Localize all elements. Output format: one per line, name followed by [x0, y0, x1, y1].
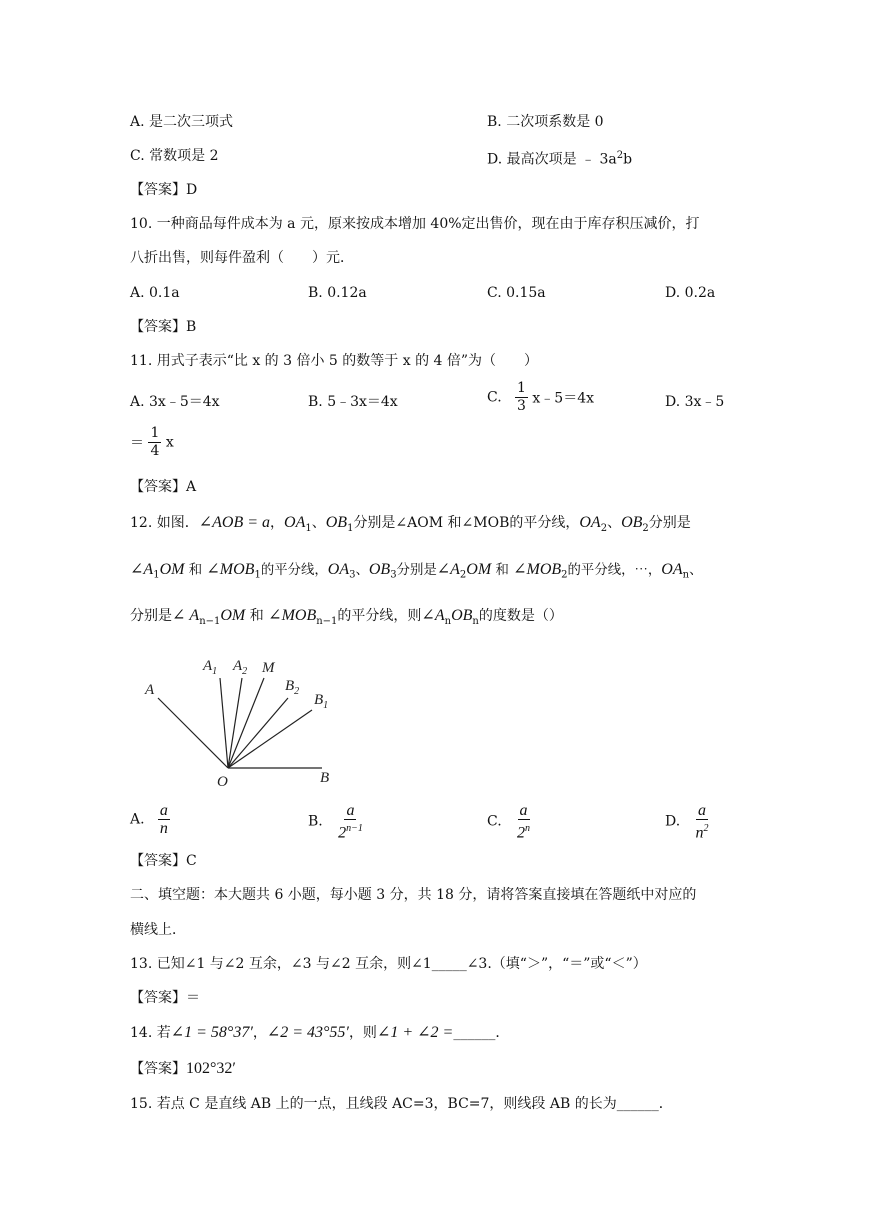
q10-stem-line1: 10. 一种商品每件成本为 a 元，原来按成本增加 40%定出售价，现在由于库存积压减价，打	[130, 216, 700, 232]
q10-option-b: B. 0.12a	[308, 285, 367, 301]
label-a1: $A_1$	[203, 658, 218, 677]
q9-option-d-suffix: b	[623, 151, 633, 168]
q11-stem: 11. 用式子表示“比 x 的 3 倍小 5 的数等于 x 的 4 倍”为（ ）	[130, 353, 539, 369]
q9-answer: 【答案】D	[130, 182, 198, 198]
q14-stem: 14. 若∠1 = 58°37′，∠2 = 43°55′，则∠1 + ∠2 =______．	[130, 1024, 510, 1041]
q13-answer: 【答案】＝	[130, 990, 200, 1006]
q11-option-c	[487, 380, 594, 415]
q11-answer: 【答案】A	[130, 479, 197, 495]
q11-option-d-fraction: $\frac{1}{4}$	[150, 425, 160, 459]
q12-option-d-fraction: $\frac{a}{n^2}$	[695, 802, 709, 842]
q11-option-d-continued: ＝ $\frac{1}{4}$ x	[130, 425, 174, 459]
label-a: A	[145, 682, 155, 698]
section2-heading-line2: 横线上．	[130, 922, 186, 938]
q9-option-d	[487, 146, 632, 170]
q11-option-a: A. 3x﹣5＝4x	[130, 394, 220, 410]
q12-option-b: B. $\frac{a}{2^{n-1}}$	[308, 802, 363, 842]
q12-angle-figure	[140, 650, 350, 790]
q12-stem-line1: 12. 如图．∠AOB = a，$OA_1$、$OB_1$分别是∠AOM 和∠MOB的平分线，$OA_2$、$OB_2$分别是	[130, 514, 691, 534]
q9-option-c: C. 常数项是 2	[130, 148, 219, 164]
ray-oa	[158, 698, 228, 768]
label-b1: $B_1$	[314, 692, 329, 711]
q12-option-b-fraction: $\frac{a}{2^{n-1}}$	[338, 802, 363, 842]
label-a2: $A_2$	[233, 658, 248, 677]
q11-option-c-rest: x﹣5＝4x	[532, 390, 595, 407]
q12-option-c: C. $\frac{a}{2^n}$	[487, 802, 531, 842]
q12-option-a: A. $\frac{a}{n}$	[130, 802, 168, 837]
q12-option-c-fraction: $\frac{a}{2^n}$	[517, 802, 531, 842]
q11-option-b: B. 5﹣3x＝4x	[308, 394, 398, 410]
q14-answer: 【答案】102°32′	[130, 1060, 236, 1077]
q10-stem-line2: 八折出售，则每件盈利（ ）元．	[130, 250, 354, 266]
q11-option-c-fraction: $\frac{1}{3}$	[517, 380, 526, 414]
q10-option-c: C. 0.15a	[487, 285, 546, 301]
q15-stem: 15. 若点 C 是直线 AB 上的一点，且线段 AC=3，BC=7，则线段 AB 的长为______．	[130, 1096, 673, 1112]
q12-stem-line3: 分别是∠ $A_{n-1}OM$ 和 $\angle MOB_{n-1}$的平分线，则$\angle A_nOB_n$的度数是（）	[130, 607, 563, 627]
q10-option-d: D. 0.2a	[665, 285, 716, 301]
q11-option-d: D. 3x﹣5	[665, 394, 725, 410]
q9-option-d-exponent: 2	[616, 150, 624, 161]
label-b: B	[320, 770, 330, 786]
ray-oa1	[220, 678, 228, 768]
q12-stem-line2: $\angle A_1OM$ 和 $\angle MOB_1$的平分线，$OA_3$、$OB_3$分别是$\angle A_2OM$ 和 $\angle MOB_2$的平分线，⋯，$OA_n$、	[130, 561, 703, 581]
label-b2: $B_2$	[285, 678, 300, 697]
q13-stem: 13. 已知∠1 与∠2 互余，∠3 与∠2 互余，则∠1_____∠3.（填“＞”，“＝”或“＜”）	[130, 956, 647, 972]
label-o: O	[217, 774, 228, 790]
q11-option-c-label: C.	[487, 389, 502, 406]
section2-heading-line1: 二、填空题：本大题共 6 小题，每小题 3 分，共 18 分，请将答案直接填在答题纸中对应的	[130, 887, 697, 903]
q12-option-d: D. $\frac{a}{n^2}$	[665, 802, 709, 842]
q9-option-b: B. 二次项系数是 0	[487, 114, 604, 130]
ray-om	[228, 678, 264, 768]
label-m: M	[262, 660, 275, 676]
q12-option-a-fraction: $\frac{a}{n}$	[159, 802, 168, 837]
q10-answer: 【答案】B	[130, 319, 197, 335]
q9-option-d-text: D. 最高次项是 ﹣ 3a	[487, 151, 617, 168]
q12-answer: 【答案】C	[130, 853, 197, 869]
q9-option-a: A. 是二次三项式	[130, 114, 234, 130]
q10-option-a: A. 0.1a	[130, 285, 180, 301]
